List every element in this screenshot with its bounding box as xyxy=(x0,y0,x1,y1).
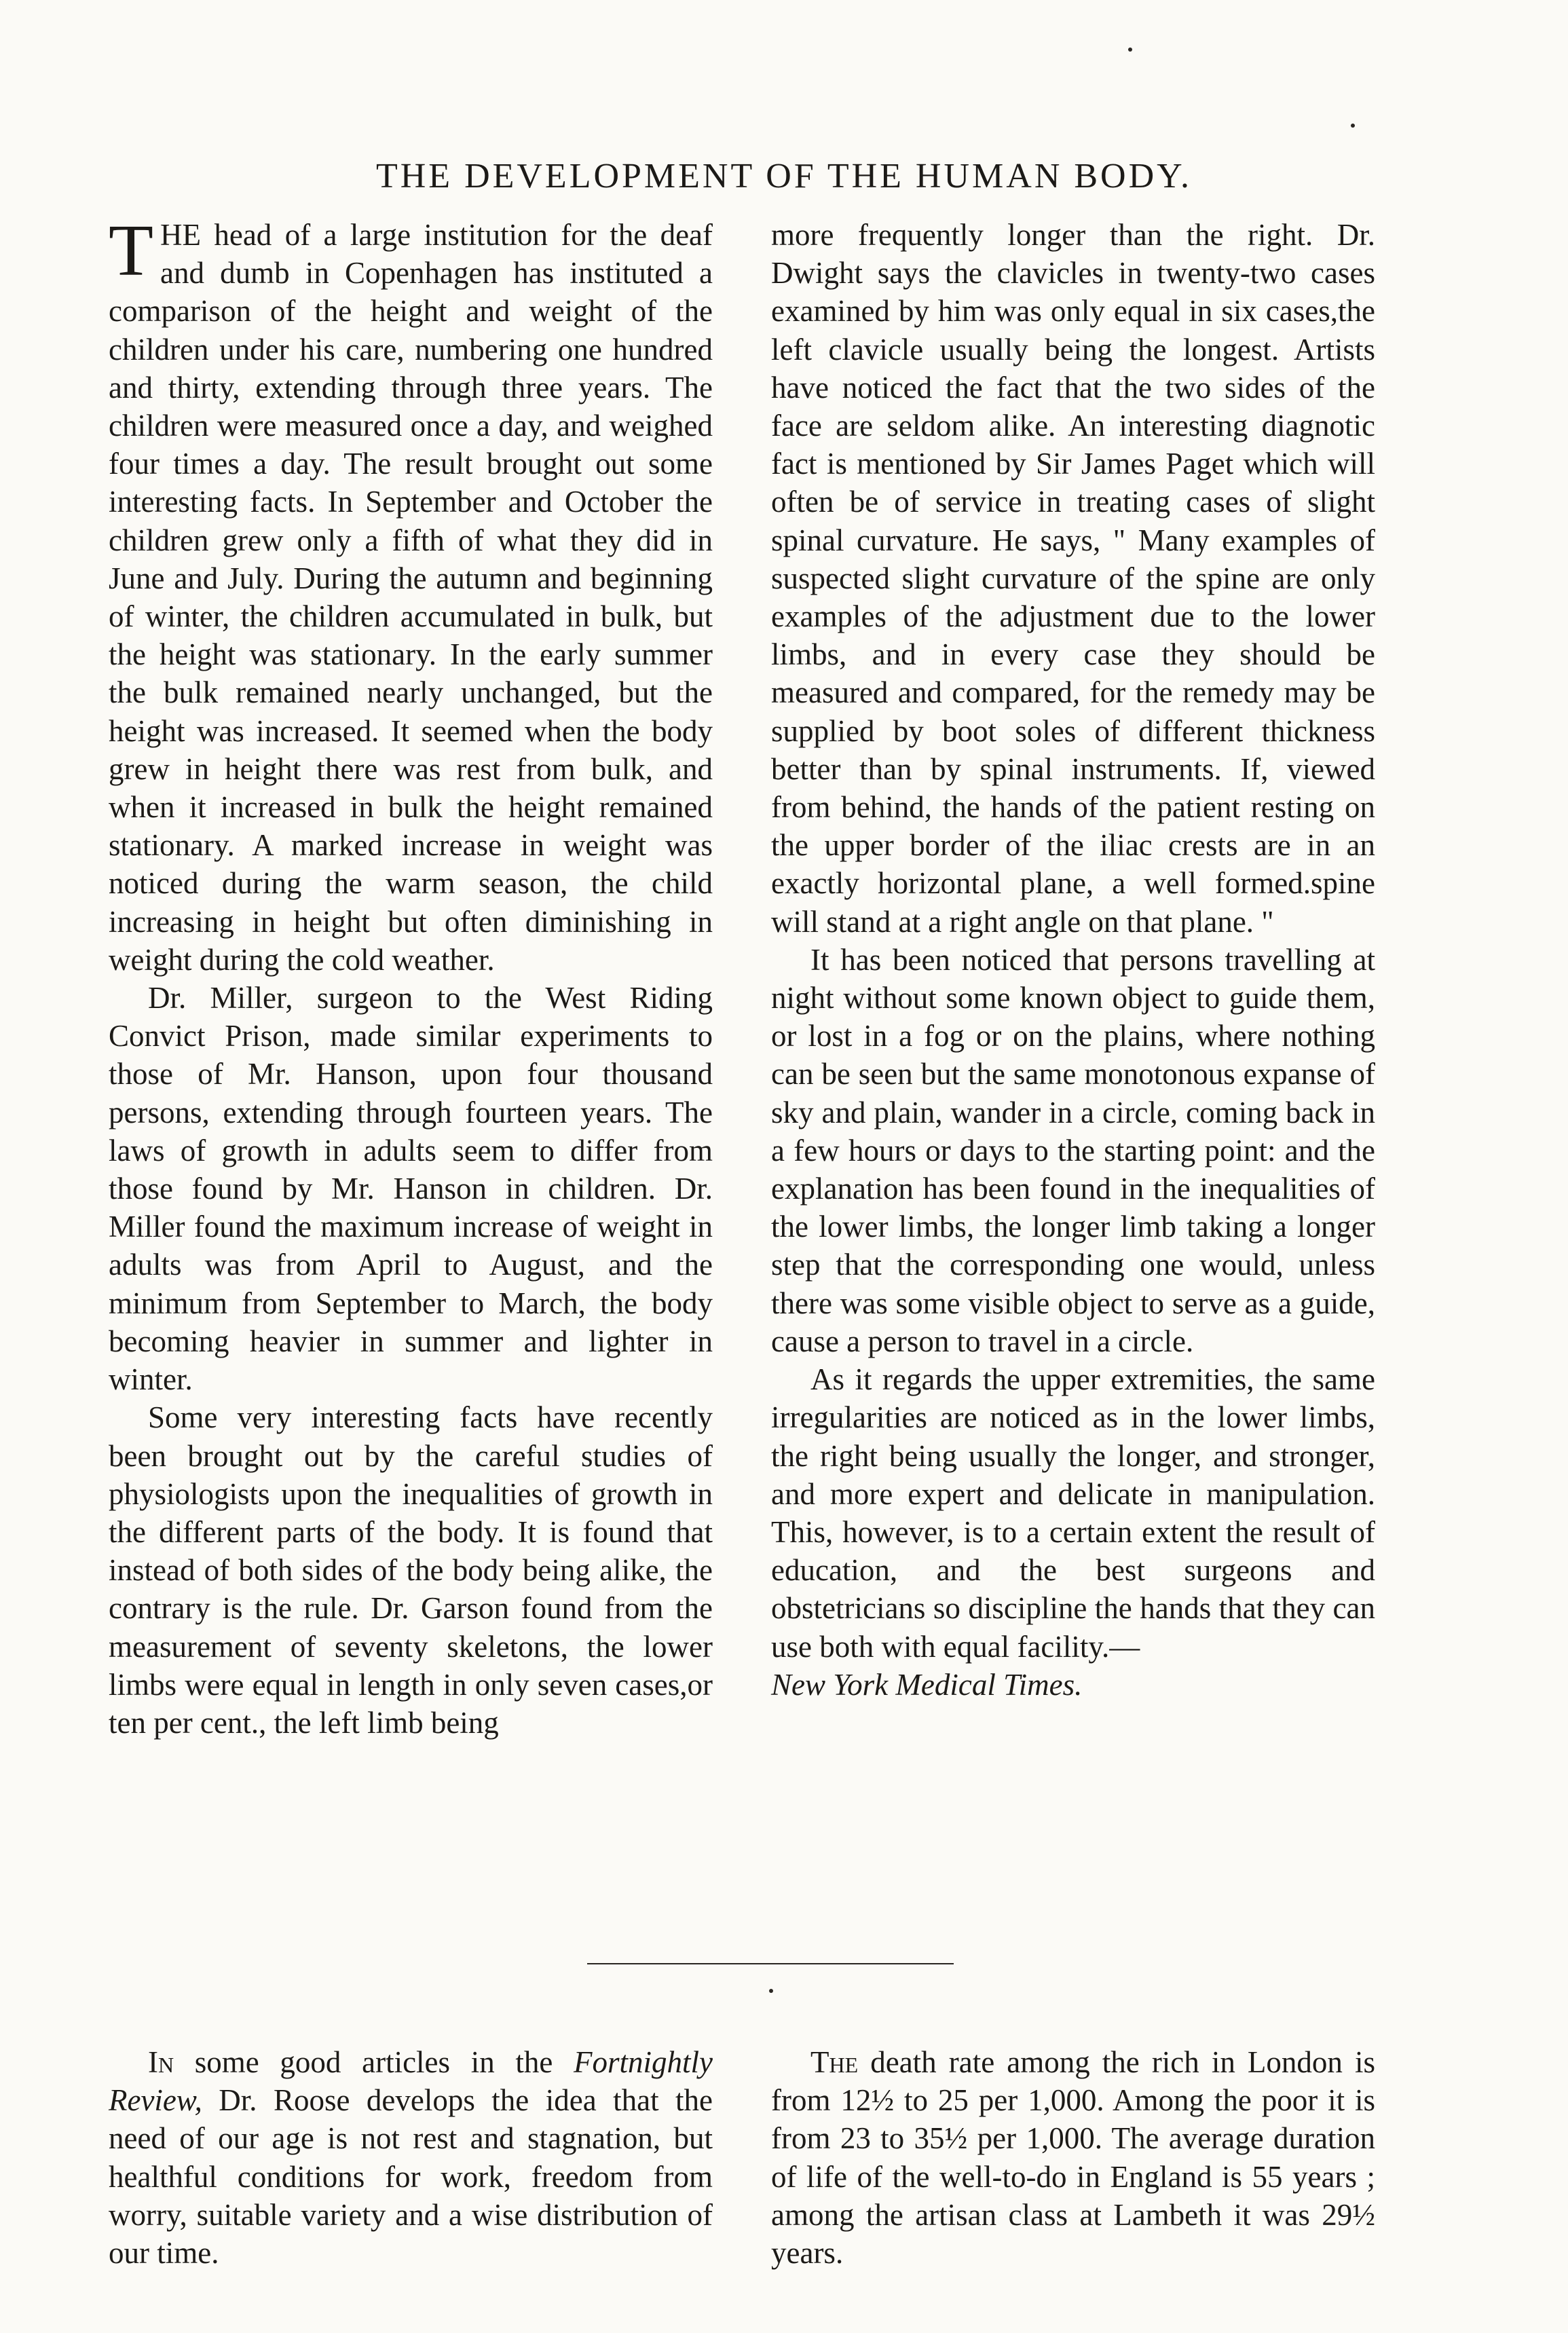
paragraph-text: As it regards the upper extremities, the same irregularities are noticed as in the lower limbs, the right being usually the longer, and stronger, and more expert and delicate in manipulation. This, however, is to a certain extent the result of education, and the best surgeons and obstetricians so discipline the hands that they can use both with equal facility.— xyxy=(771,1362,1375,1664)
article-column-right xyxy=(771,216,1375,1704)
note-paragraph xyxy=(771,2043,1375,2272)
note-lead: In xyxy=(148,2045,174,2079)
article-paragraph: Dr. Miller, surgeon to the West Riding Convict Prison, made similar experiments to those of Mr. Hanson, upon four thousand persons, extending through fourteen years. The laws of growth in adults seem to differ from those found by Mr. Hanson in children. Dr. Miller found the maximum increase of weight in adults was from April to August, and the minimum from September to March, the body becoming heavier in summer and lighter in winter. xyxy=(109,981,713,1397)
print-speck xyxy=(1351,124,1355,128)
section-divider xyxy=(587,1963,954,1964)
page-title: THE DEVELOPMENT OF THE HUMAN BODY. xyxy=(375,157,1193,195)
article-paragraph: Some very interesting facts have recently been brought out by the careful studies of physiologists upon the inequalities of growth in the different parts of the body. It is found that instead of both sides of the body being alike, the contrary is the rule. Dr. Garson found from the measurement of seventy skeletons, the lower limbs were equal in length in only seven cases,or ten per cent., the left limb being xyxy=(109,1400,713,1740)
source-citation: New York Medical Times. xyxy=(771,1667,1083,1702)
note-text: death rate among the rich in London is from 12½ to 25 per 1,000. Among the poor it is from 23 to 35½ per 1,000. The average duration of life of the well-to-do in England is 55 years ; among the artisan class at Lambeth it was 29½ years. xyxy=(771,2045,1375,2271)
note-lead: The xyxy=(810,2045,859,2079)
note-text: some good articles in the xyxy=(174,2045,574,2079)
divider-dot xyxy=(769,1989,773,1993)
note-paragraph xyxy=(109,2043,713,2272)
article-paragraph xyxy=(771,1360,1375,1704)
note-text: Dr. Roose develops the idea that the need of our age is not rest and stagnation, but healthful conditions for work, freedom from worry, suitable variety and a wise distribution of our time. xyxy=(109,2083,713,2271)
article-paragraph: It has been noticed that persons travelling at night without some known object to guide them, or lost in a fog or on the plains, where nothing can be seen but the same monotonous expanse of sky and plain, wander in a circle, coming back in a few hours or days to the starting point: and the explanation has been found in the inequalities of the lower limbs, the longer limb taking a longer step that the corresponding one would, unless there was some visible object to serve as a guide, cause a person to travel in a circle. xyxy=(771,942,1375,1358)
journal-title: Fortnightly Review, xyxy=(109,2045,713,2118)
print-speck xyxy=(1128,48,1132,52)
paragraph-text: HE head of a large institution for the deaf and dumb in Copenhagen has instituted a comparison of the height and weight of the children under his care, numbering one hundred and thirty, extending through three years. The children were measured once a day, and weighed four times a day. The result brought out some interesting facts. In September and October the children grew only a fifth of what they did in June and July. During the autumn and beginning of winter, the children accumulated in bulk, but the height was stationary. In the early summer the bulk remained nearly unchanged, but the height was increased. It seemed when the body grew in height there was rest from bulk, and when it increased in bulk the height remained stationary. A marked increase in weight was noticed during the warm season, the child increasing in height but often diminishing in weight during the cold weather. xyxy=(109,218,713,977)
article-column-left xyxy=(109,210,713,1742)
note-column-right xyxy=(771,2043,1375,2272)
drop-cap: T xyxy=(109,210,153,291)
article-paragraph: more frequently longer than the right. Dr. Dwight says the clavicles in twenty-two cases examined by him was only equal in six cases,the left clavicle usually being the longest. Artists have noticed the fact that the two sides of the face are seldom alike. An interesting diagnotic fact is mentioned by Sir James Paget which will often be of service in treating cases of slight spinal curvature. He says, " Many examples of suspected slight curvature of the spine are only examples of the adjustment due to the lower limbs, and in every case they should be measured and compared, for the remedy may be supplied by boot soles of different thickness better than by spinal instruments. If, viewed from behind, the hands of the patient resting on the upper border of the iliac crests are in an exactly horizontal plane, a well formed.spine will stand at a right angle on that plane. " xyxy=(771,218,1375,939)
note-column-left xyxy=(109,2043,713,2272)
article-paragraph xyxy=(109,210,713,979)
